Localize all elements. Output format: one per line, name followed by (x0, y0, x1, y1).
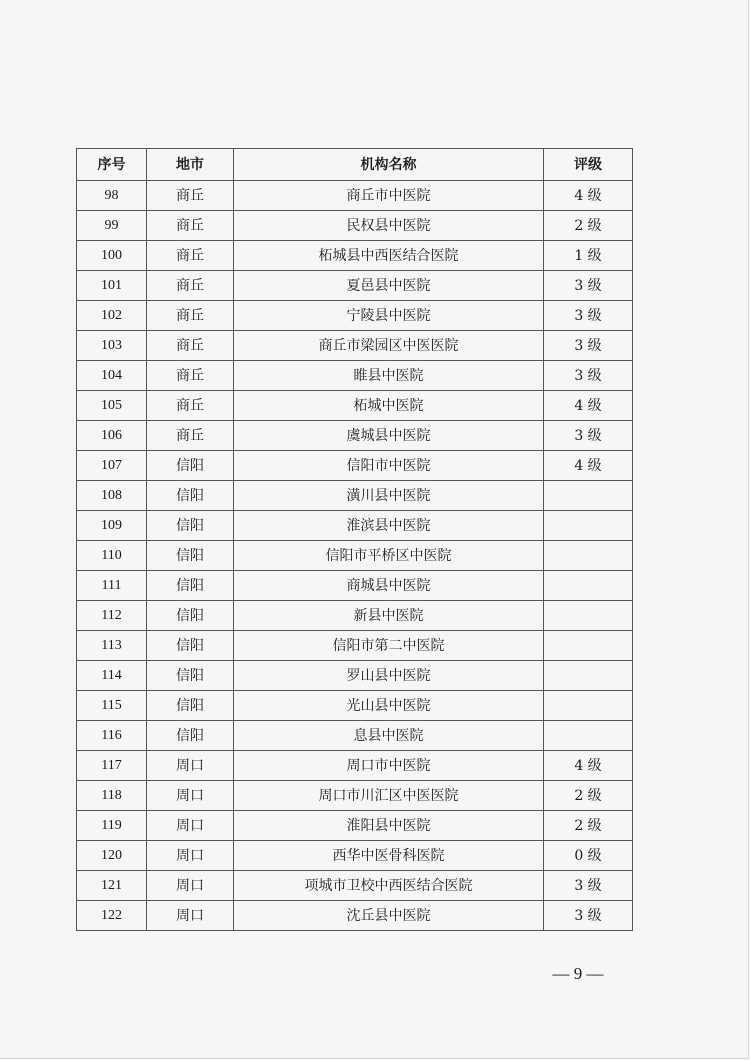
cell-seq: 99 (77, 211, 147, 241)
cell-name: 西华中医骨科医院 (234, 841, 544, 871)
cell-name: 柘城中医院 (234, 391, 544, 421)
cell-city: 信阳 (147, 571, 234, 601)
cell-seq: 103 (77, 331, 147, 361)
cell-seq: 115 (77, 691, 147, 721)
table-row (77, 271, 633, 301)
cell-city: 周口 (147, 751, 234, 781)
cell-grade: 4 级 (544, 391, 633, 421)
header-name: 机构名称 (234, 149, 544, 181)
table-row (77, 721, 633, 751)
hospital-grade-table (76, 148, 633, 931)
cell-seq: 113 (77, 631, 147, 661)
table-row (77, 811, 633, 841)
cell-grade: 4 级 (544, 181, 633, 211)
cell-grade: 3 级 (544, 421, 633, 451)
cell-city: 周口 (147, 841, 234, 871)
table-row (77, 691, 633, 721)
cell-city: 信阳 (147, 481, 234, 511)
cell-city: 商丘 (147, 271, 234, 301)
cell-grade: 1 级 (544, 241, 633, 271)
cell-name: 信阳市中医院 (234, 451, 544, 481)
cell-seq: 117 (77, 751, 147, 781)
cell-seq: 114 (77, 661, 147, 691)
cell-name: 商丘市梁园区中医医院 (234, 331, 544, 361)
cell-name: 息县中医院 (234, 721, 544, 751)
cell-seq: 104 (77, 361, 147, 391)
cell-city: 信阳 (147, 511, 234, 541)
cell-grade: 3 级 (544, 901, 633, 931)
cell-seq: 112 (77, 601, 147, 631)
cell-seq: 102 (77, 301, 147, 331)
cell-name: 周口市中医院 (234, 751, 544, 781)
cell-seq: 122 (77, 901, 147, 931)
cell-grade (544, 511, 633, 541)
table-row (77, 631, 633, 661)
cell-name: 商城县中医院 (234, 571, 544, 601)
cell-city: 信阳 (147, 661, 234, 691)
cell-city: 信阳 (147, 601, 234, 631)
cell-name: 沈丘县中医院 (234, 901, 544, 931)
table-row (77, 541, 633, 571)
cell-seq: 101 (77, 271, 147, 301)
cell-name: 淮阳县中医院 (234, 811, 544, 841)
cell-grade: 3 级 (544, 271, 633, 301)
cell-name: 项城市卫校中西医结合医院 (234, 871, 544, 901)
header-seq: 序号 (77, 149, 147, 181)
cell-seq: 110 (77, 541, 147, 571)
cell-city: 信阳 (147, 451, 234, 481)
cell-seq: 119 (77, 811, 147, 841)
page-number: — 9 — (552, 964, 604, 983)
cell-grade: 2 级 (544, 811, 633, 841)
table-row (77, 511, 633, 541)
cell-name: 柘城县中西医结合医院 (234, 241, 544, 271)
table-row (77, 571, 633, 601)
cell-grade: 3 级 (544, 361, 633, 391)
cell-seq: 107 (77, 451, 147, 481)
cell-seq: 106 (77, 421, 147, 451)
cell-seq: 109 (77, 511, 147, 541)
table-row (77, 841, 633, 871)
table-row (77, 241, 633, 271)
cell-city: 商丘 (147, 241, 234, 271)
cell-city: 商丘 (147, 361, 234, 391)
cell-grade: 0 级 (544, 841, 633, 871)
cell-city: 周口 (147, 811, 234, 841)
cell-city: 周口 (147, 871, 234, 901)
cell-city: 商丘 (147, 391, 234, 421)
cell-grade: 2 级 (544, 211, 633, 241)
cell-name: 商丘市中医院 (234, 181, 544, 211)
table-row (77, 181, 633, 211)
cell-city: 信阳 (147, 691, 234, 721)
cell-city: 信阳 (147, 721, 234, 751)
cell-city: 商丘 (147, 331, 234, 361)
header-grade: 评级 (544, 149, 633, 181)
cell-seq: 120 (77, 841, 147, 871)
cell-city: 周口 (147, 901, 234, 931)
cell-name: 虞城县中医院 (234, 421, 544, 451)
cell-grade (544, 691, 633, 721)
cell-seq: 118 (77, 781, 147, 811)
table-row (77, 481, 633, 511)
table-row (77, 331, 633, 361)
cell-name: 淮滨县中医院 (234, 511, 544, 541)
table-row (77, 751, 633, 781)
cell-name: 信阳市平桥区中医院 (234, 541, 544, 571)
cell-name: 睢县中医院 (234, 361, 544, 391)
cell-city: 商丘 (147, 421, 234, 451)
cell-grade: 4 级 (544, 751, 633, 781)
cell-seq: 121 (77, 871, 147, 901)
table-row (77, 901, 633, 931)
cell-name: 光山县中医院 (234, 691, 544, 721)
cell-grade: 3 级 (544, 331, 633, 361)
cell-grade (544, 541, 633, 571)
table-row (77, 301, 633, 331)
table-row (77, 211, 633, 241)
table-row (77, 361, 633, 391)
cell-grade (544, 721, 633, 751)
cell-grade: 3 级 (544, 301, 633, 331)
table-row (77, 661, 633, 691)
cell-name: 夏邑县中医院 (234, 271, 544, 301)
table-body (77, 181, 633, 931)
cell-seq: 105 (77, 391, 147, 421)
cell-name: 民权县中医院 (234, 211, 544, 241)
cell-city: 商丘 (147, 211, 234, 241)
cell-grade: 4 级 (544, 451, 633, 481)
cell-grade (544, 481, 633, 511)
cell-name: 新县中医院 (234, 601, 544, 631)
cell-city: 商丘 (147, 181, 234, 211)
header-city: 地市 (147, 149, 234, 181)
cell-city: 商丘 (147, 301, 234, 331)
cell-grade: 3 级 (544, 871, 633, 901)
table-row (77, 391, 633, 421)
cell-name: 潢川县中医院 (234, 481, 544, 511)
cell-city: 周口 (147, 781, 234, 811)
table-row (77, 781, 633, 811)
cell-grade (544, 631, 633, 661)
table-row (77, 421, 633, 451)
cell-grade (544, 661, 633, 691)
cell-name: 宁陵县中医院 (234, 301, 544, 331)
cell-seq: 100 (77, 241, 147, 271)
cell-seq: 116 (77, 721, 147, 751)
cell-name: 罗山县中医院 (234, 661, 544, 691)
cell-grade: 2 级 (544, 781, 633, 811)
cell-seq: 108 (77, 481, 147, 511)
cell-name: 信阳市第二中医院 (234, 631, 544, 661)
cell-city: 信阳 (147, 631, 234, 661)
table-row (77, 601, 633, 631)
cell-seq: 111 (77, 571, 147, 601)
cell-city: 信阳 (147, 541, 234, 571)
table-row (77, 451, 633, 481)
cell-grade (544, 571, 633, 601)
cell-grade (544, 601, 633, 631)
table-row (77, 871, 633, 901)
cell-name: 周口市川汇区中医医院 (234, 781, 544, 811)
cell-seq: 98 (77, 181, 147, 211)
table-header-row (77, 149, 633, 181)
